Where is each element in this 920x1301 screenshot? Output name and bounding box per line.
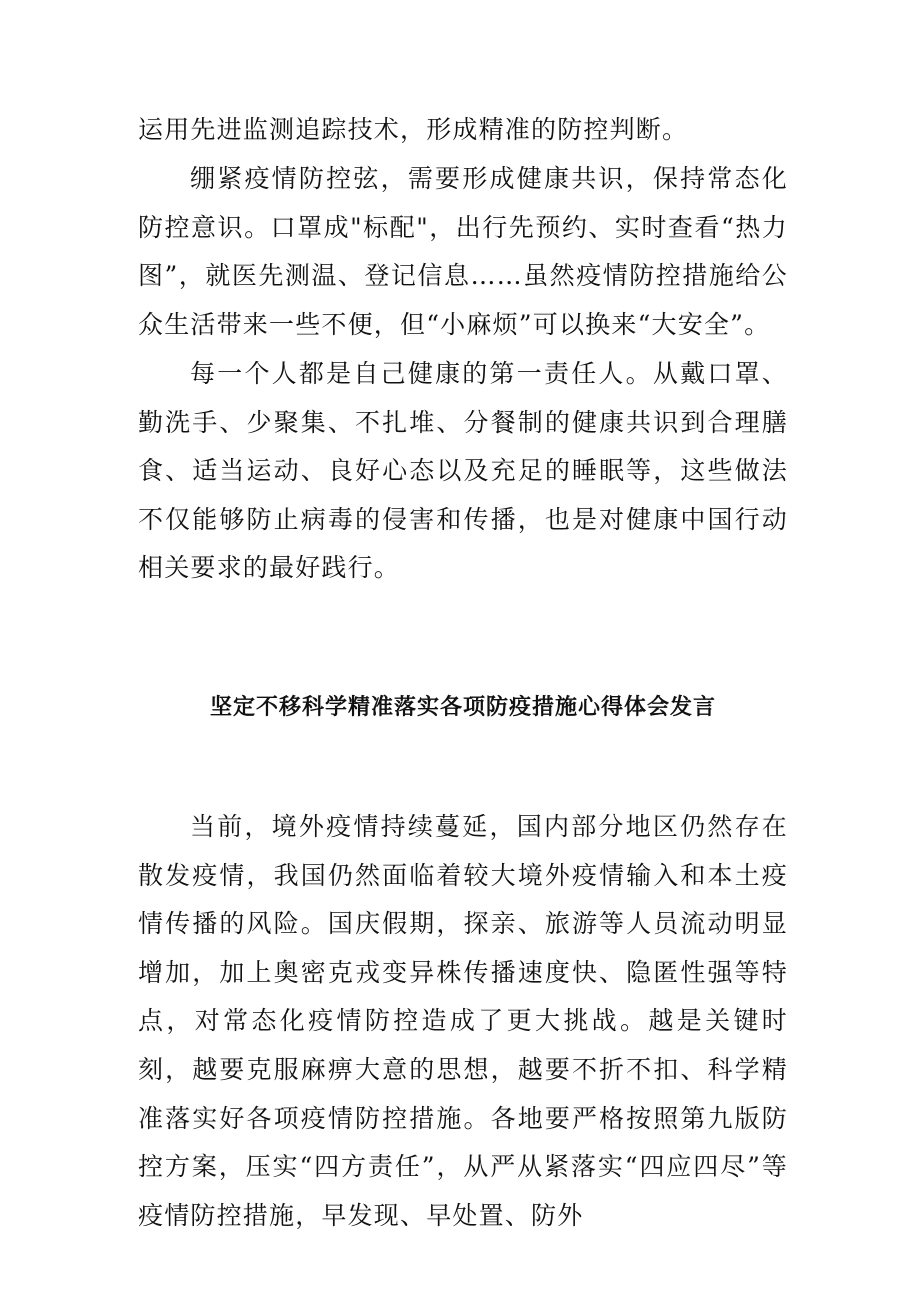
- paragraph-prevention-awareness: 绷紧疫情防控弦，需要形成健康共识，保持常态化防控意识。口罩成"标配"，出行先预约、实时查看“热力图”，就医先测温、登记信息……虽然疫情防控措施给公众生活带来一些不便，但“小麻烦”可以换来“大安全”。: [138, 164, 788, 339]
- paragraph-current-situation: 当前，境外疫情持续蔓延，国内部分地区仍然存在散发疫情，我国仍然面临着较大境外疫情输入和本土疫情传播的风险。国庆假期，探亲、旅游等人员流动明显增加，加上奥密克戎变异株传播速度快、隐匿性强等特点，对常态化疫情防控造成了更大挑战。越是关键时刻，越要克服麻痹大意的思想，越要不折不扣、科学精准落实好各项疫情防控措施。各地要严格按照第九版防控方案，压实“四方责任”，从严从紧落实“四应四尽”等疫情防控措施，早发现、早处置、防外: [138, 812, 788, 1230]
- section-heading: 坚定不移科学精准落实各项防疫措施心得体会发言: [209, 695, 716, 720]
- paragraph-tracking-technology: 运用先进监测追踪技术，形成精准的防控判断。: [138, 115, 689, 144]
- paragraph-personal-responsibility: 每一个人都是自己健康的第一责任人。从戴口罩、勤洗手、少聚集、不扎堆、分餐制的健康共识到合理膳食、适当运动、良好心态以及充足的睡眠等，这些做法不仅能够防止病毒的侵害和传播，也是对健康中国行动相关要求的最好践行。: [138, 359, 788, 583]
